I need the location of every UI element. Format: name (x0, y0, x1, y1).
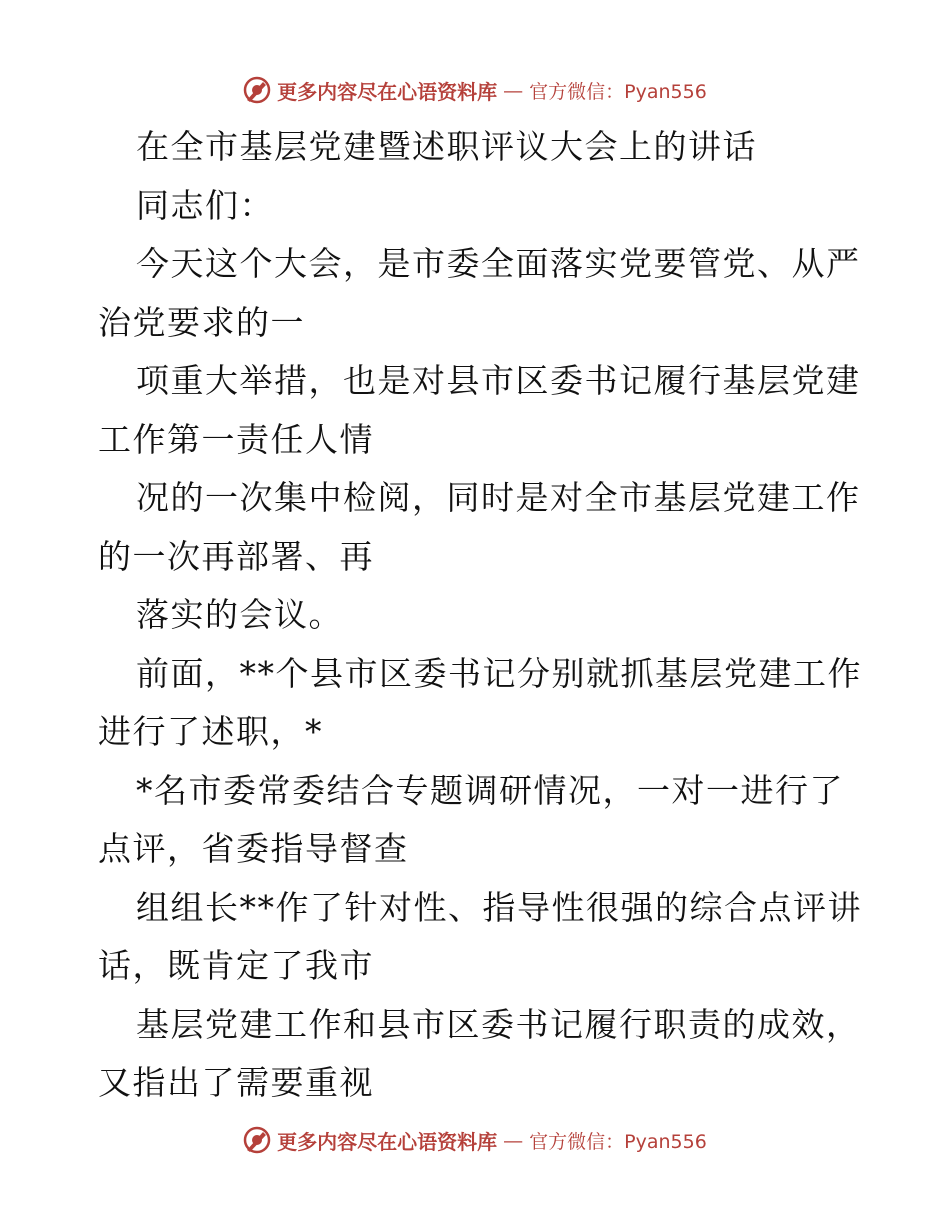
document-line: 在全市基层党建暨述职评议大会上的讲话 (136, 127, 757, 166)
header-banner-wechat: 官方微信：Pyan556 (529, 80, 707, 103)
document-line: 话，既肯定了我市 (98, 946, 374, 985)
document-line: 的一次再部署、再 (98, 536, 374, 576)
document-body (98, 118, 862, 1113)
document-line: *名市委常委结合专题调研情况，一对一进行了 (136, 770, 844, 810)
document-line: 同志们： (136, 185, 274, 225)
document-line: 进行了述职，* (98, 712, 323, 751)
document-line: 基层党建工作和县市区委书记履行职责的成效， (136, 1004, 861, 1044)
header-banner-text: 更多内容尽在心语资料库 (277, 79, 498, 104)
footer-banner-text: 更多内容尽在心语资料库 (277, 1129, 498, 1154)
header-banner-separator: — (503, 78, 524, 102)
document-line: 工作第一责任人情 (98, 419, 374, 459)
document-line: 况的一次集中检阅，同时是对全市基层党建工作 (136, 478, 861, 517)
footer-banner-separator: — (503, 1128, 524, 1152)
document-line: 前面，**个县市区委书记分别就抓基层党建工作 (136, 653, 862, 693)
document-line: 又指出了需要重视 (98, 1063, 374, 1102)
document-line: 治党要求的一 (98, 302, 305, 342)
header-banner (0, 72, 950, 108)
document-line: 组组长**作了针对性、指导性很强的综合点评讲 (136, 887, 862, 927)
pen-logo-icon (243, 1126, 271, 1154)
pen-logo-icon (243, 76, 271, 104)
document-line: 落实的会议。 (136, 595, 343, 634)
document-line: 今天这个大会，是市委全面落实党要管党、从严 (136, 244, 861, 283)
footer-banner (0, 1122, 950, 1158)
document-line: 点评，省委指导督查 (98, 829, 409, 868)
footer-banner-wechat: 官方微信：Pyan556 (529, 1130, 707, 1153)
document-line: 项重大举措，也是对县市区委书记履行基层党建 (136, 361, 861, 400)
